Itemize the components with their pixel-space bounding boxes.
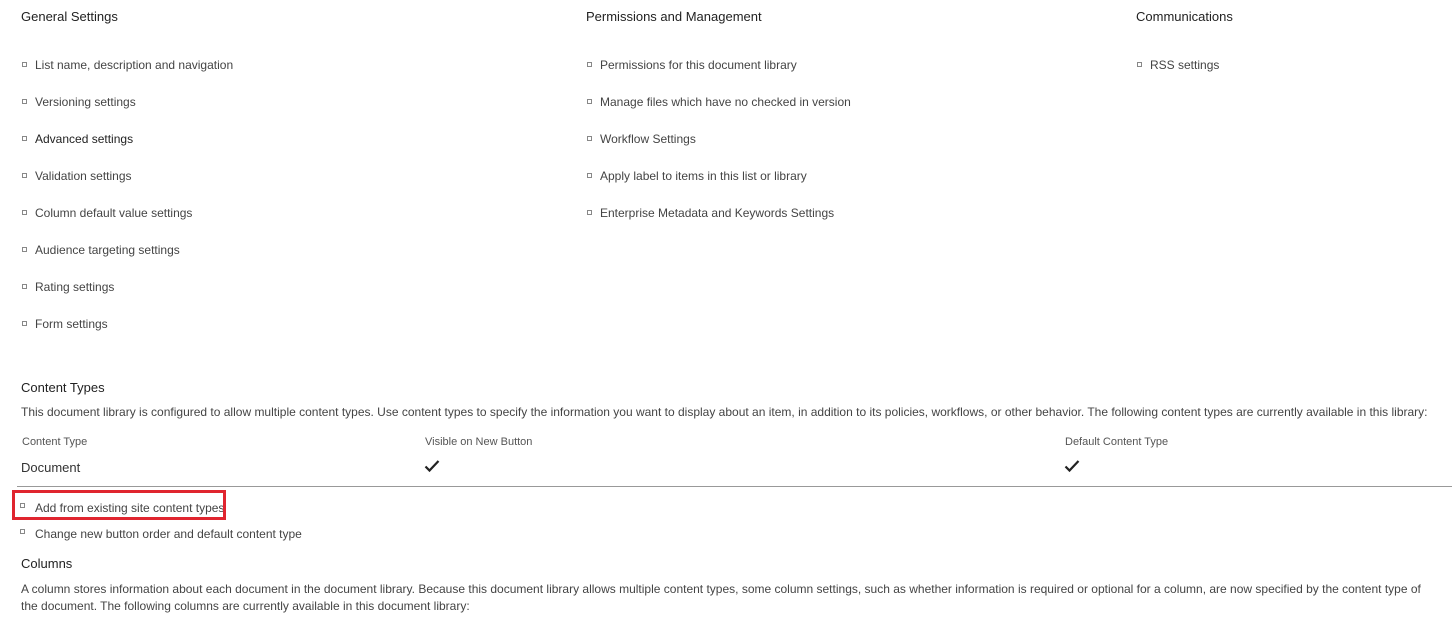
versioning-settings-link[interactable] [20,95,233,132]
apply-label-link[interactable] [585,169,851,206]
bullet-icon [587,62,592,67]
link-label: Enterprise Metadata and Keywords Settings [600,206,835,220]
bullet-icon [22,284,27,289]
link-label: Column default value settings [35,206,193,220]
link-label: Form settings [35,317,108,331]
general-settings-list [20,58,233,354]
highlight-box [12,490,226,520]
content-types-heading: Content Types [21,380,105,395]
bullet-icon [22,173,27,178]
bullet-icon [22,210,27,215]
link-label: Rating settings [35,280,115,294]
link-label: Change new button order and default content type [35,527,302,541]
manage-unchecked-files-link[interactable] [585,95,851,132]
bullet-icon [587,99,592,104]
communications-list [1135,58,1219,95]
link-label: Manage files which have no checked in version [600,95,851,109]
link-label: List name, description and navigation [35,58,234,72]
column-header-default: Default Content Type [1065,436,1169,448]
validation-settings-link[interactable] [20,169,233,206]
permissions-management-list [585,58,851,243]
audience-targeting-settings-link[interactable] [20,243,233,280]
form-settings-link[interactable] [20,317,233,354]
bullet-icon [587,173,592,178]
link-label: Workflow Settings [600,132,696,146]
link-label: Advanced settings [35,132,134,146]
link-label: Versioning settings [35,95,136,109]
link-label: Apply label to items in this list or library [600,169,807,183]
enterprise-metadata-link[interactable] [585,206,851,243]
bullet-icon [587,210,592,215]
rss-settings-link[interactable] [1135,58,1219,95]
bullet-icon [22,62,27,67]
columns-description: A column stores information about each document in the document library. Because this document library allows multiple content types, some column settings, such as whether information is required or optional for a column, are now specified by the content type of the document. The following columns are currently available in this document library: [21,582,1421,613]
bullet-icon [1137,62,1142,67]
workflow-settings-link[interactable] [585,132,851,169]
change-button-order-link[interactable] [20,527,302,541]
bullet-icon [22,99,27,104]
permissions-link[interactable] [585,58,851,95]
checkmark-icon [424,458,440,474]
communications-heading: Communications [1136,9,1233,24]
general-settings-heading: General Settings [21,9,118,24]
link-label: Validation settings [35,169,132,183]
rating-settings-link[interactable] [20,280,233,317]
content-types-description: This document library is configured to allow multiple content types. Use content types to specify the information you want to display about an item, in addition to its policies, workflows, or other behavior. The following content types are currently available in this library: [21,405,1428,419]
link-label: Permissions for this document library [600,58,797,72]
bullet-icon [22,247,27,252]
permissions-management-heading: Permissions and Management [586,9,762,24]
link-label: Audience targeting settings [35,243,180,257]
table-divider [17,486,1452,487]
content-type-document-link[interactable]: Document [21,460,81,475]
advanced-settings-link[interactable] [20,132,233,169]
columns-heading: Columns [21,556,73,571]
link-label: RSS settings [1150,58,1220,72]
link-label: Add from existing site content types [35,501,225,515]
column-header-content-type: Content Type [22,436,88,448]
bullet-icon [20,529,25,534]
bullet-icon [22,136,27,141]
bullet-icon [587,136,592,141]
list-name-description-navigation-link[interactable] [20,58,233,95]
column-header-visible: Visible on New Button [425,436,533,448]
column-default-value-settings-link[interactable] [20,206,233,243]
bullet-icon [22,321,27,326]
checkmark-icon [1064,458,1080,474]
